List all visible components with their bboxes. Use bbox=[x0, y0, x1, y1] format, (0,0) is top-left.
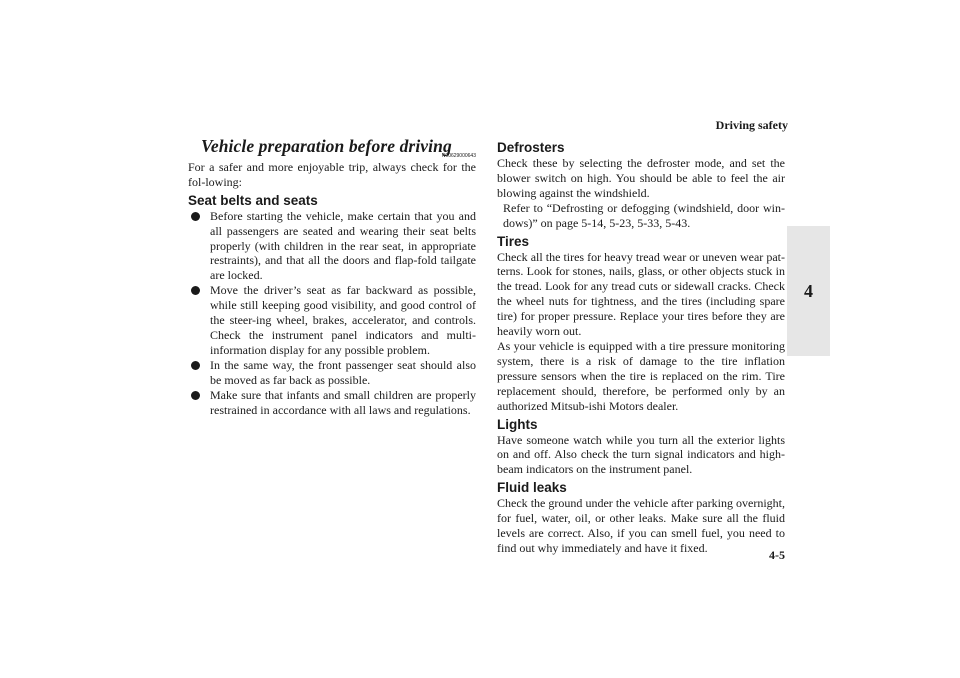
seat-belt-checklist bbox=[188, 209, 476, 418]
section-heading-defrosters: Defrosters bbox=[497, 140, 565, 155]
list-item-text: Make sure that infants and small children are properly restrained in accordance with all laws and regulations. bbox=[210, 387, 476, 417]
section-heading-fluid-leaks: Fluid leaks bbox=[497, 480, 567, 496]
list-item bbox=[188, 209, 476, 284]
running-header: Driving safety bbox=[715, 118, 788, 132]
chapter-tab bbox=[787, 226, 830, 356]
section-heading-tires: Tires bbox=[497, 233, 530, 249]
defrosters-reference: Refer to “Defrosting or defogging (windshield, door win-dows)” on page 5-14, 5-23, 5-33, 5-43. bbox=[503, 200, 785, 230]
list-item-text: Before starting the vehicle, make certain that you and all passengers are seated and wearing their seat belts properly (with children in the rear seat, in appropriate restraints), and that all the doors and flap-fold tailgate are locked. bbox=[210, 208, 476, 283]
list-item bbox=[188, 283, 476, 358]
intro-paragraph: For a safer and more enjoyable trip, always check for the fol-lowing: bbox=[188, 159, 476, 189]
page-number: 4-5 bbox=[769, 548, 785, 562]
bullet-icon bbox=[191, 361, 200, 370]
fluid-leaks-paragraph: Check the ground under the vehicle after parking overnight, for fuel, water, oil, or other leaks. Make sure all the fluid levels are correct. Also, if you can smell fuel, you need to find out why immediately and have it fixed. bbox=[497, 496, 785, 555]
right-column bbox=[497, 139, 785, 556]
chapter-tab-number: 4 bbox=[804, 280, 813, 301]
list-item-text: Move the driver’s seat as far backward as possible, while still keeping good visibility, and good control of the steer-ing wheel, brakes, accelerator, and controls. Check the instrument panel indicators and multi-information display for any possible problem. bbox=[210, 283, 476, 357]
left-column bbox=[188, 136, 476, 417]
list-item bbox=[188, 388, 476, 418]
list-item-text: In the same way, the front passenger seat should also be moved as far back as possible. bbox=[210, 357, 476, 387]
bullet-icon bbox=[191, 286, 200, 295]
section-heading-lights: Lights bbox=[497, 416, 538, 432]
tire-pressure-paragraph: As your vehicle is equipped with a tire pressure monitoring system, there is a risk of damage to the tire inflation pressure sensors when the tire is replaced on the rim. Tire replacement should, therefore, be performed only by an authorized Mitsub-ishi Motors dealer. bbox=[497, 338, 785, 413]
section-heading-seat-belts: Seat belts and seats bbox=[188, 192, 318, 208]
page-title-text: Vehicle preparation before driving bbox=[201, 136, 452, 156]
bullet-icon bbox=[191, 391, 200, 400]
bullet-icon bbox=[191, 212, 200, 221]
tires-paragraph: Check all the tires for heavy tread wear or uneven wear pat-terns. Look for stones, nails, glass, or other objects stuck in the tread. Look for any tread cuts or sidewall cracks. Check the wheel nuts for tightness, and the tires (including spare tire) for proper pressure. Replace your tires before they are heavily worn out. bbox=[497, 249, 785, 339]
list-item bbox=[188, 358, 476, 388]
document-code: N00629000643 bbox=[441, 152, 476, 159]
lights-paragraph: Have someone watch while you turn all the exterior lights on and off. Also check the turn signal indicators and high-beam indicators on the instrument panel. bbox=[497, 432, 785, 477]
defrosters-paragraph: Check these by selecting the defroster mode, and set the blower switch on high. You should be able to feel the air blowing against the windshield. bbox=[497, 156, 785, 200]
